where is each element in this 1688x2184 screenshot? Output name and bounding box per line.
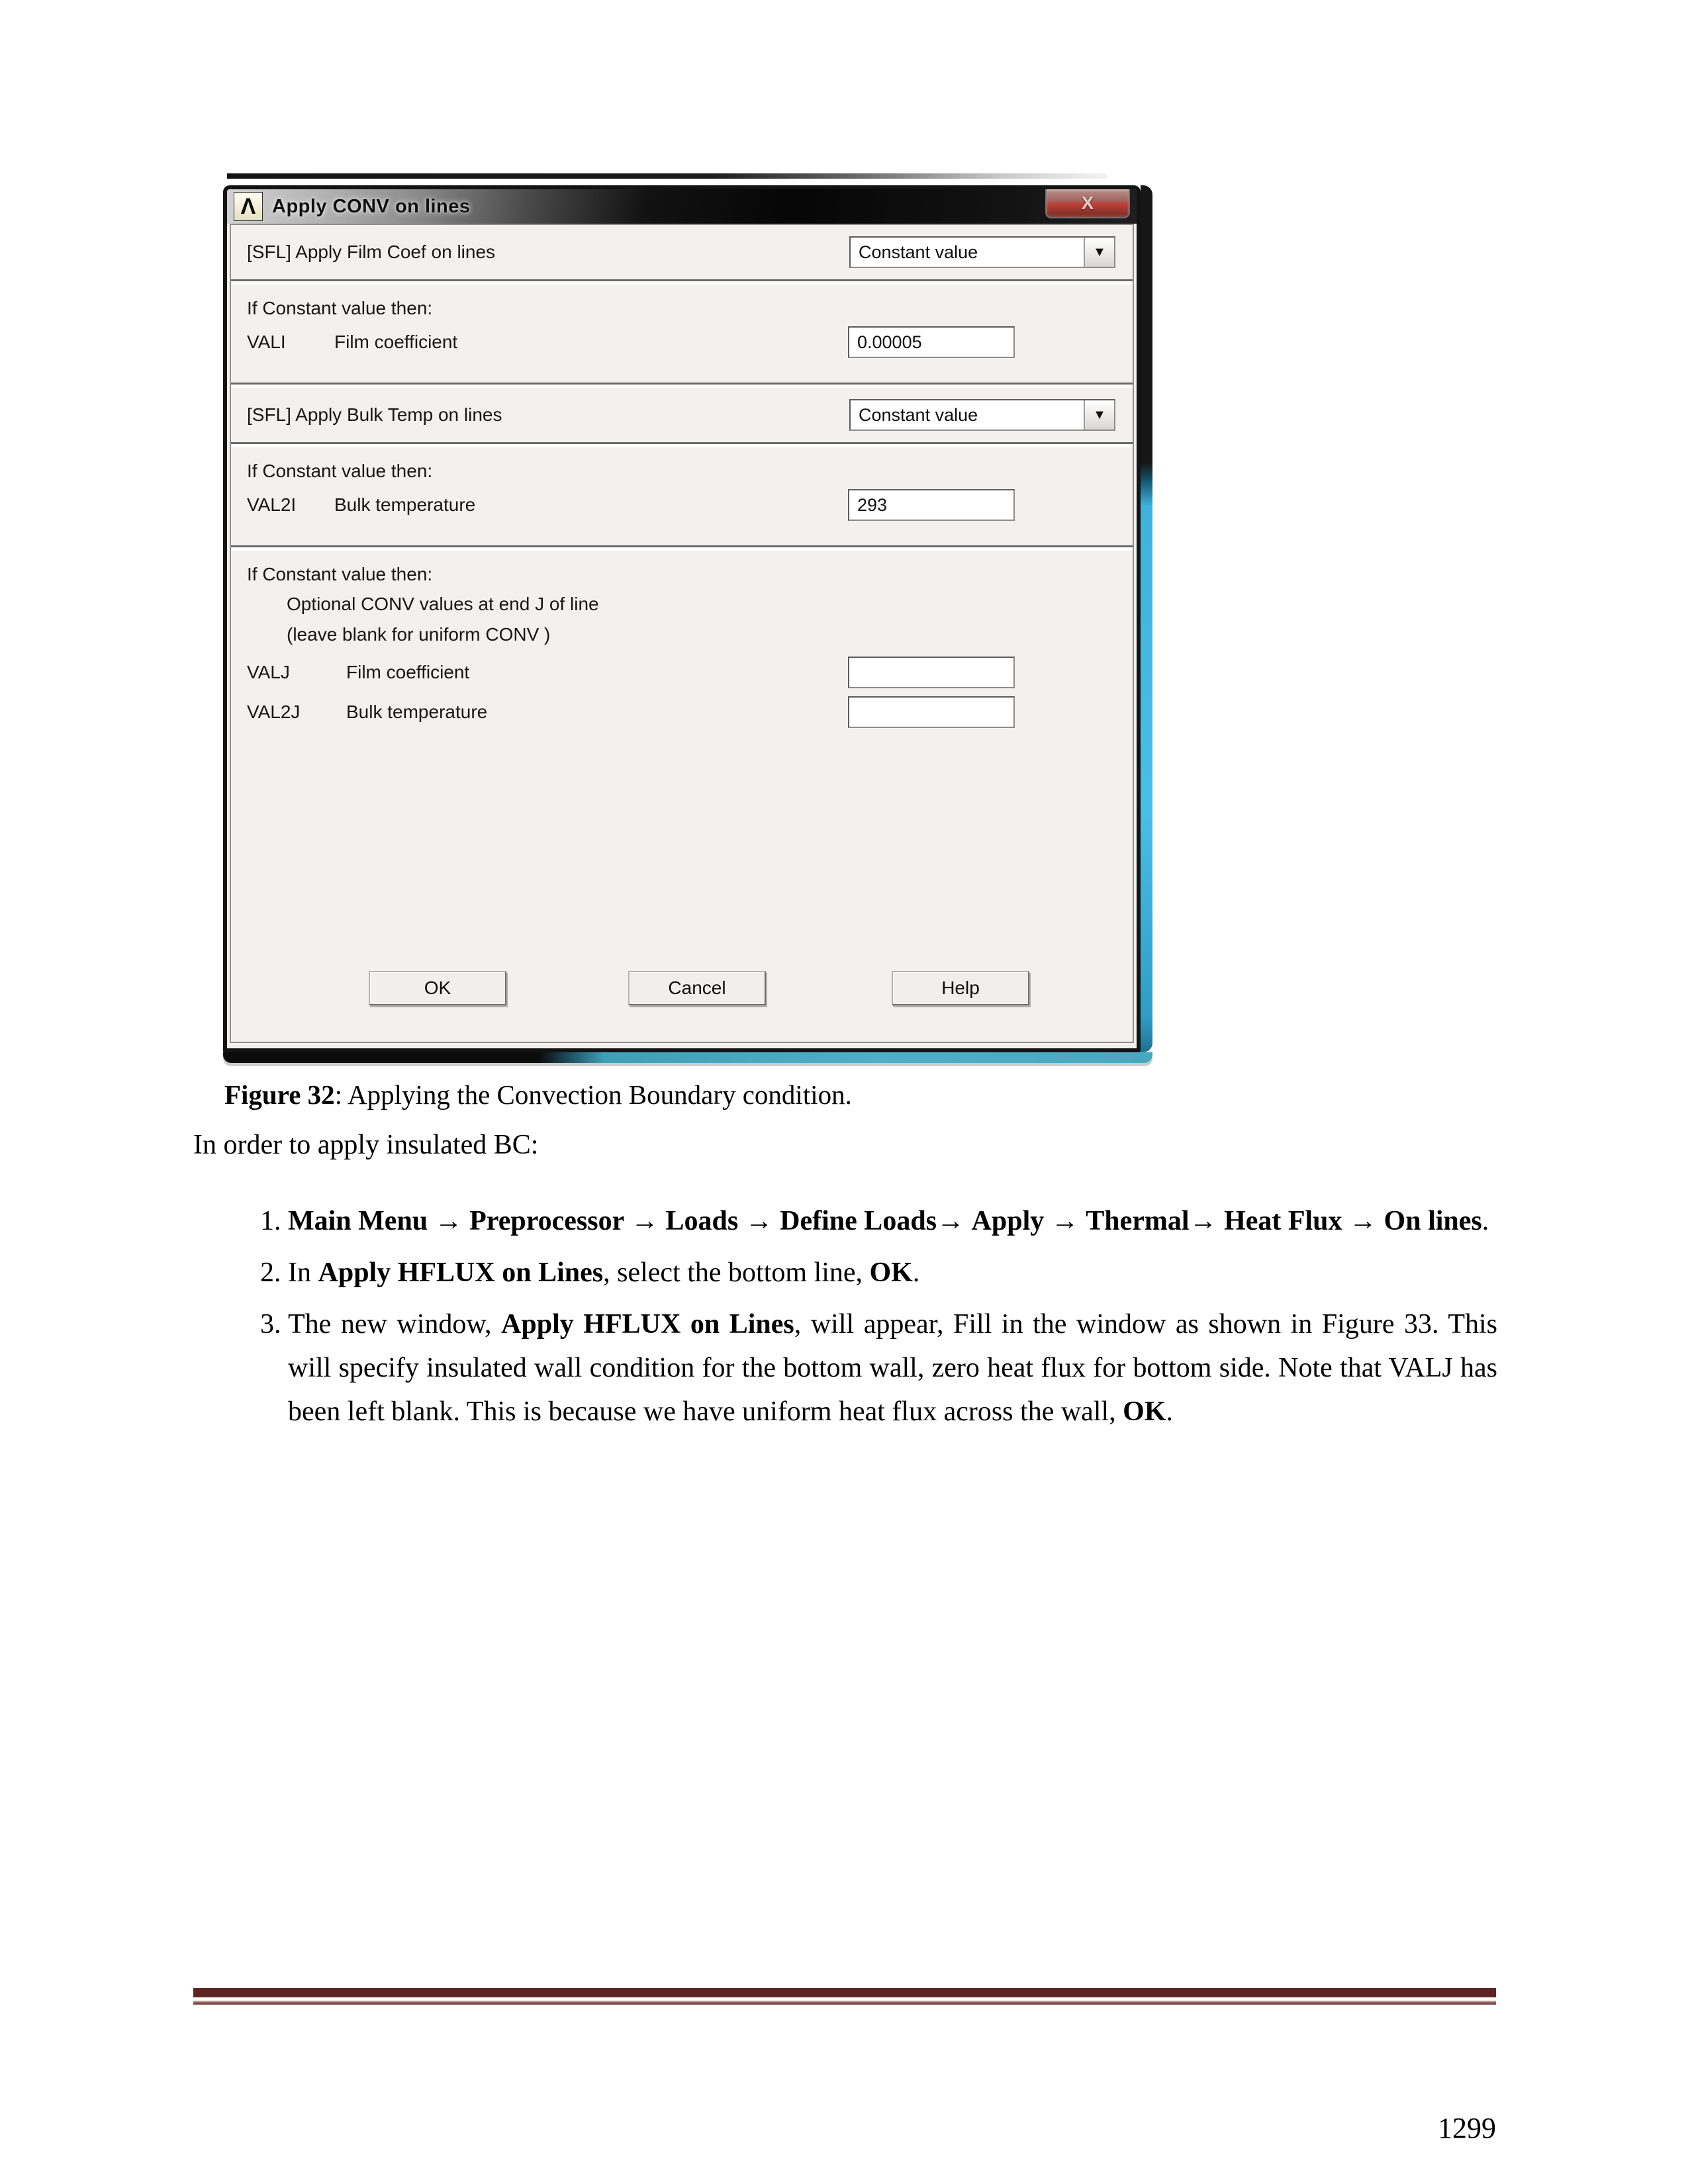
close-button[interactable]: [1045, 189, 1130, 218]
val2j-label: Bulk temperature: [346, 702, 488, 722]
val2i-section: [239, 447, 1125, 545]
section-divider: [231, 279, 1133, 285]
val2j-code: VAL2J: [247, 702, 301, 722]
figure-caption-text: : Applying the Convection Boundary condition.: [334, 1079, 852, 1110]
vali-field-row: [239, 323, 1125, 361]
film-coef-combobox[interactable]: [849, 236, 1115, 268]
val2i-section-header: If Constant value then:: [247, 461, 433, 481]
chevron-down-icon[interactable]: ▼: [1084, 400, 1114, 430]
figure-caption-label: Figure 32: [224, 1079, 335, 1110]
optional-section-header: If Constant value then:: [247, 564, 433, 584]
chevron-down-icon[interactable]: ▼: [1084, 238, 1114, 267]
footer-rule-thick: [193, 1988, 1496, 1997]
dialog-button-row: [239, 970, 1125, 1006]
film-coef-label: [SFL] Apply Film Coef on lines: [247, 242, 496, 262]
list-item: 2. In Apply HFLUX on Lines, select the bottom line, OK.: [288, 1251, 1497, 1295]
bulk-temp-combobox[interactable]: [849, 399, 1115, 431]
cancel-button[interactable]: Cancel: [628, 971, 766, 1005]
vali-code: VALI: [247, 332, 286, 352]
vali-section: [239, 285, 1125, 383]
valj-code: VALJ: [247, 662, 290, 682]
help-button[interactable]: Help: [892, 971, 1029, 1005]
window-glass-edge-right: [1141, 185, 1152, 1052]
window-glass-edge-bottom: [223, 1052, 1152, 1063]
section-divider: [231, 383, 1133, 388]
valj-label: Film coefficient: [346, 662, 470, 682]
bulk-temp-row: [239, 388, 1125, 442]
ok-button[interactable]: OK: [369, 971, 506, 1005]
close-icon: X: [1081, 193, 1094, 213]
val2i-label: Bulk temperature: [334, 494, 476, 515]
optional-note-1: Optional CONV values at end J of line: [287, 594, 599, 614]
optional-conv-section: [239, 551, 1125, 732]
figure-screenshot: [223, 172, 1163, 1067]
film-coef-combobox-value: Constant value: [859, 242, 978, 262]
instruction-list: [193, 1199, 1497, 1441]
dialog-titlebar[interactable]: [227, 189, 1137, 224]
intro-paragraph: In order to apply insulated BC:: [193, 1130, 539, 1160]
valj-field[interactable]: [848, 657, 1015, 688]
val2i-code: VAL2I: [247, 494, 297, 515]
bulk-temp-label: [SFL] Apply Bulk Temp on lines: [247, 404, 502, 425]
vali-field[interactable]: [848, 326, 1015, 358]
val2i-field-row: [239, 486, 1125, 524]
bulk-temp-combobox-value: Constant value: [859, 404, 978, 425]
val2j-field[interactable]: [848, 696, 1015, 728]
section-divider: [231, 545, 1133, 551]
list-item: 3. The new window, Apply HFLUX on Lines, will appear, Fill in the window as shown in Figure 33. This will specify insulated wall condition for the bottom wall, zero heat flux for bottom side. Note that VALJ has been left blank. This is because we have uniform heat flux across the wall, OK.: [288, 1302, 1497, 1433]
client-empty-space: [239, 732, 1125, 970]
dialog-client-area: [230, 224, 1134, 1043]
ansys-logo-icon: Λ: [234, 192, 263, 221]
valj-field-row: [239, 655, 1125, 690]
section-divider: [231, 442, 1133, 447]
page-number: 1299: [1438, 2112, 1496, 2144]
footer-rule: [193, 1988, 1496, 2005]
val2i-field[interactable]: [848, 489, 1015, 521]
film-coef-row: [239, 225, 1125, 279]
figure-caption: [224, 1079, 852, 1111]
footer-rule-thin: [193, 2001, 1496, 2005]
optional-note-2: (leave blank for uniform CONV ): [287, 624, 551, 645]
vali-label: Film coefficient: [334, 332, 458, 352]
val2j-field-row: [239, 695, 1125, 729]
vali-section-header: If Constant value then:: [247, 298, 433, 318]
list-item: 1. Main Menu → Preprocessor → Loads → Define Loads→ Apply → Thermal→ Heat Flux → On lines.: [288, 1199, 1497, 1243]
apply-conv-dialog: [223, 185, 1141, 1052]
background-window-edge: [227, 173, 1107, 179]
dialog-title: Apply CONV on lines: [272, 195, 471, 217]
